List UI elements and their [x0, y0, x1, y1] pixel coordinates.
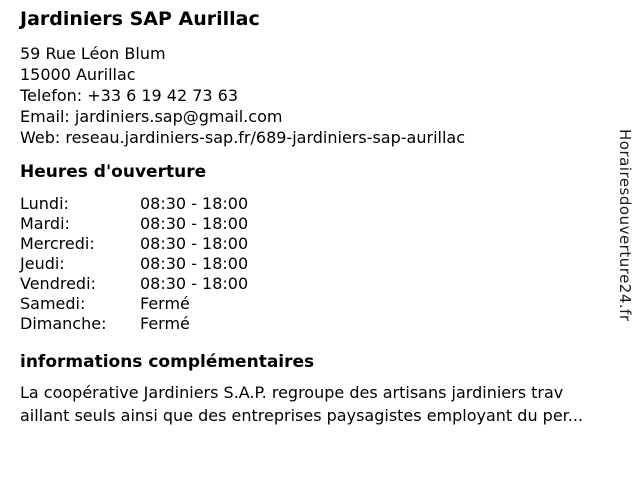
hours-row-saturday — [20, 294, 248, 314]
day-label: Mardi: — [20, 214, 70, 233]
additional-info-text — [20, 381, 583, 427]
opening-hours-table — [20, 194, 248, 334]
contact-info — [20, 43, 465, 148]
hours-row-thursday — [20, 254, 248, 274]
day-hours: Fermé — [140, 294, 190, 313]
email-line: Email: jardiniers.sap@gmail.com — [20, 107, 283, 126]
day-label: Vendredi: — [20, 274, 96, 293]
opening-hours-heading: Heures d'ouverture — [20, 162, 207, 182]
day-label: Dimanche: — [20, 314, 107, 333]
day-hours: 08:30 - 18:00 — [140, 274, 249, 293]
hours-row-tuesday — [20, 214, 248, 234]
phone-line: Telefon: +33 6 19 42 73 63 — [20, 86, 239, 105]
address-street: 59 Rue Léon Blum — [20, 44, 166, 63]
hours-row-sunday — [20, 314, 248, 334]
day-hours: Fermé — [140, 314, 190, 333]
address-city: 15000 Aurillac — [20, 65, 136, 84]
watermark-brand: Horairesdouverture24.fr — [616, 129, 634, 322]
day-label: Lundi: — [20, 194, 69, 213]
day-hours: 08:30 - 18:00 — [140, 194, 249, 213]
day-hours: 08:30 - 18:00 — [140, 214, 249, 233]
day-label: Mercredi: — [20, 234, 95, 253]
day-hours: 08:30 - 18:00 — [140, 254, 249, 273]
hours-row-monday — [20, 194, 248, 214]
page-title: Jardiniers SAP Aurillac — [20, 8, 260, 30]
day-label: Samedi: — [20, 294, 86, 313]
day-label: Jeudi: — [20, 254, 65, 273]
day-hours: 08:30 - 18:00 — [140, 234, 249, 253]
hours-row-wednesday — [20, 234, 248, 254]
hours-row-friday — [20, 274, 248, 294]
web-line: Web: reseau.jardiniers-sap.fr/689-jardiniers-sap-aurillac — [20, 128, 465, 147]
info-text-line: La coopérative Jardiniers S.A.P. regroupe des artisans jardiniers trav — [20, 383, 564, 402]
info-text-line: aillant seuls ainsi que des entreprises paysagistes employant du per... — [20, 406, 584, 425]
additional-info-heading: informations complémentaires — [20, 352, 315, 372]
